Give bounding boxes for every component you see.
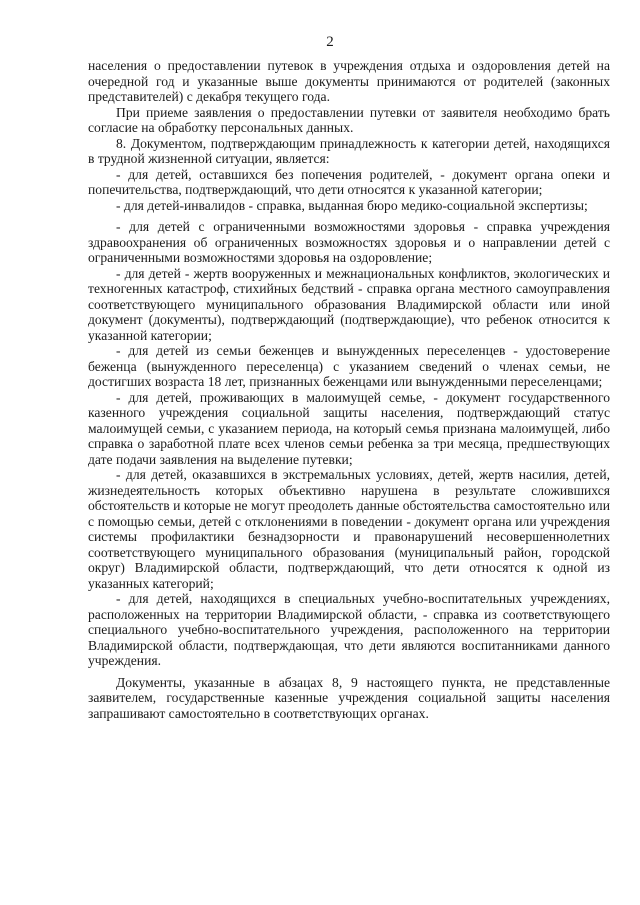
list-item-refugees: - для детей из семьи беженцев и вынужденных переселенцев - удостоверение беженца (вынужденного переселенца) с указанием сведений о членах семьи, не достигших возраста 18 лет, признанных беженцами или вынужденными переселенцами; <box>88 343 610 389</box>
paragraph-documents-request: Документы, указанные в абзацах 8, 9 настоящего пункта, не представленные заявителем, государственные казенные учреждения социальной защиты населения запрашивают самостоятельно в соответствующих органах. <box>88 674 610 721</box>
list-item-orphans: - для детей, оставшихся без попечения родителей, - документ органа опеки и попечительства, подтверждающий, что дети относятся к указанной категории; <box>88 166 610 197</box>
list-item-conflict-victims: - для детей - жертв вооруженных и межнациональных конфликтов, экологических и техногенных катастроф, стихийных бедствий - справка органа местного самоуправления соответствующего муниципального образования Владимирской области или иной документ (документы), подтверждающий (подтверждающие), что ребенок относится к указанной категории; <box>88 265 610 343</box>
paragraph-application-timing: населения о предоставлении путевок в учреждения отдыха и оздоровления детей на очередной год и указанные выше документы принимаются от родителей (законных представителей) с декабря текущего года. <box>88 58 610 104</box>
paragraph-item-8: 8. Документом, подтверждающим принадлежность к категории детей, находящихся в трудной жизненной ситуации, является: <box>88 135 610 166</box>
list-item-special-institutions: - для детей, находящихся в специальных учебно-воспитательных учреждениях, расположенных на территории Владимирской области, - справка из соответствующего специального учебно-воспитательного учреждения, расположенного на территории Владимирской области, подтверждающая, что дети являются воспитанниками данного учреждения. <box>88 591 610 668</box>
list-item-extreme-conditions: - для детей, оказавшихся в экстремальных условиях, детей, жертв насилия, детей, жизнедеятельность которых объективно нарушена в результате сложившихся обстоятельств и которые не могут преодолеть данные обстоятельства самостоятельно или с помощью семьи, детей с отклонениями в поведении - документ органа или учреждения системы профилактики безнадзорности и правонарушений несовершеннолетних соответствующего муниципального образования (муниципальный район, городской округ) Владимирской области, подтверждающий, что дети относятся к одной из указанных категорий; <box>88 467 610 591</box>
list-item-low-income: - для детей, проживающих в малоимущей семье, - документ государственного казенного учреждения социальной защиты населения, подтверждающий статус малоимущей семьи, с указанием периода, на который семья признана малоимущей, либо справка о заработной плате всех членов семьи ребенка за три месяца, предшествующих дате подачи заявления на выделение путевки; <box>88 389 610 467</box>
paragraph-consent: При приеме заявления о предоставлении путевки от заявителя необходимо брать согласие на обработку персональных данных. <box>88 104 610 135</box>
page-number: 2 <box>326 34 334 50</box>
list-item-disabled: - для детей-инвалидов - справка, выданная бюро медико-социальной экспертизы; <box>116 197 588 213</box>
list-item-limited-health: - для детей с ограниченными возможностями здоровья - справка учреждения здравоохранения об ограниченных возможностях здоровья и о направлении детей с ограниченными возможностями здоровья на оздоровление; <box>88 219 610 265</box>
